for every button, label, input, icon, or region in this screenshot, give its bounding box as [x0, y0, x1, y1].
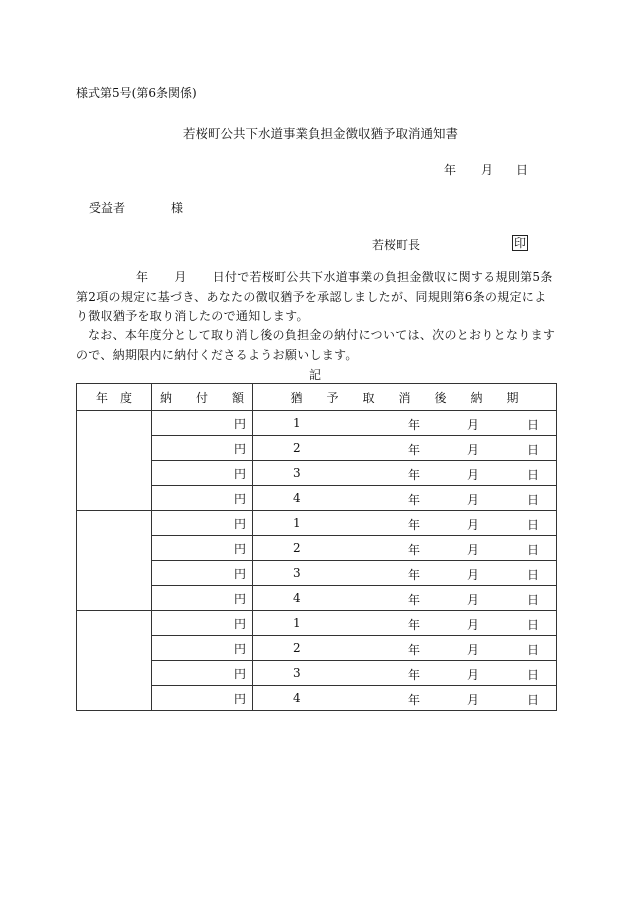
payment-schedule-table [76, 383, 557, 711]
amount-cell[interactable]: 円 [152, 511, 253, 536]
para1-month: 月 [174, 270, 187, 284]
paragraph-2: なお、本年度分として取り消し後の負担金の納付については、次のとおりとなりますので、納期限内に納付くださるようお願いします。 [76, 328, 556, 362]
header-fiscal-year: 年 度 [77, 384, 152, 411]
period-cell[interactable] [253, 511, 557, 536]
period-day: 日 [527, 618, 540, 632]
period-year: 年 [408, 518, 421, 532]
period-cell[interactable] [253, 561, 557, 586]
period-year: 年 [408, 693, 421, 707]
installment-number: 4 [293, 691, 301, 705]
recipient-suffix: 様 [171, 201, 184, 215]
installment-number: 1 [293, 416, 301, 430]
para1-year: 年 [136, 270, 149, 284]
period-day: 日 [527, 668, 540, 682]
fiscal-year-cell[interactable] [77, 511, 152, 611]
amount-cell[interactable]: 円 [152, 586, 253, 611]
installment-number: 1 [293, 616, 301, 630]
para1-text: 日付で若桜町公共下水道事業の負担金徴収に関する規則第5条第2項の規定に基づき、あなたの徴収猶予を承認しましたが、同規則第6条の規定により徴収猶予を取り消したので通知します。 [76, 270, 553, 323]
installment-number: 3 [293, 666, 301, 680]
document-title: 若桜町公共下水道事業負担金徴収猶予取消通知書 [183, 126, 459, 141]
period-year: 年 [408, 618, 421, 632]
amount-cell[interactable]: 円 [152, 436, 253, 461]
period-day: 日 [527, 643, 540, 657]
period-cell[interactable] [253, 611, 557, 636]
period-year: 年 [408, 593, 421, 607]
seal-mark: 印 [514, 236, 527, 250]
period-day: 日 [527, 468, 540, 482]
header-amount: 納 付 額 [152, 384, 253, 411]
period-month: 月 [467, 518, 480, 532]
installment-number: 4 [293, 591, 301, 605]
period-month: 月 [467, 568, 480, 582]
amount-cell[interactable]: 円 [152, 636, 253, 661]
period-cell[interactable] [253, 411, 557, 436]
period-month: 月 [467, 643, 480, 657]
period-year: 年 [408, 443, 421, 457]
period-cell[interactable] [253, 686, 557, 711]
period-year: 年 [408, 668, 421, 682]
installment-number: 1 [293, 516, 301, 530]
issue-date-day: 日 [516, 163, 529, 177]
period-cell[interactable] [253, 461, 557, 486]
period-month: 月 [467, 693, 480, 707]
period-cell[interactable] [253, 436, 557, 461]
period-cell[interactable] [253, 636, 557, 661]
installment-number: 3 [293, 466, 301, 480]
amount-cell[interactable]: 円 [152, 536, 253, 561]
period-day: 日 [527, 543, 540, 557]
issue-date-year: 年 [444, 163, 457, 177]
period-month: 月 [467, 443, 480, 457]
period-month: 月 [467, 418, 480, 432]
period-cell[interactable] [253, 536, 557, 561]
period-day: 日 [527, 443, 540, 457]
period-year: 年 [408, 493, 421, 507]
period-day: 日 [527, 518, 540, 532]
period-day: 日 [527, 693, 540, 707]
period-day: 日 [527, 493, 540, 507]
fiscal-year-cell[interactable] [77, 611, 152, 711]
issuer-name: 若桜町長 [372, 238, 421, 252]
installment-number: 2 [293, 441, 301, 455]
period-cell[interactable] [253, 486, 557, 511]
amount-cell[interactable]: 円 [152, 686, 253, 711]
installment-number: 2 [293, 541, 301, 555]
installment-number: 4 [293, 491, 301, 505]
period-cell[interactable] [253, 586, 557, 611]
installment-number: 3 [293, 566, 301, 580]
issue-date-month: 月 [481, 163, 494, 177]
table-header-row [77, 384, 557, 411]
table-row [77, 411, 557, 436]
period-month: 月 [467, 593, 480, 607]
period-month: 月 [467, 468, 480, 482]
header-period: 猶 予 取 消 後 納 期 [253, 384, 557, 411]
period-day: 日 [527, 568, 540, 582]
period-cell[interactable] [253, 661, 557, 686]
amount-cell[interactable]: 円 [152, 611, 253, 636]
installment-number: 2 [293, 641, 301, 655]
form-number: 様式第5号(第6条関係) [76, 86, 197, 100]
period-month: 月 [467, 543, 480, 557]
period-month: 月 [467, 668, 480, 682]
period-year: 年 [408, 543, 421, 557]
period-day: 日 [527, 593, 540, 607]
amount-cell[interactable]: 円 [152, 486, 253, 511]
fiscal-year-cell[interactable] [77, 411, 152, 511]
ki-label: 記 [309, 368, 322, 382]
period-month: 月 [467, 618, 480, 632]
period-year: 年 [408, 643, 421, 657]
paragraph-1 [76, 268, 558, 327]
period-day: 日 [527, 418, 540, 432]
amount-cell[interactable]: 円 [152, 661, 253, 686]
recipient-label: 受益者 [89, 201, 126, 215]
period-year: 年 [408, 418, 421, 432]
table-row [77, 611, 557, 636]
table-row [77, 511, 557, 536]
amount-cell[interactable]: 円 [152, 411, 253, 436]
period-year: 年 [408, 568, 421, 582]
amount-cell[interactable]: 円 [152, 461, 253, 486]
amount-cell[interactable]: 円 [152, 561, 253, 586]
period-month: 月 [467, 493, 480, 507]
period-year: 年 [408, 468, 421, 482]
